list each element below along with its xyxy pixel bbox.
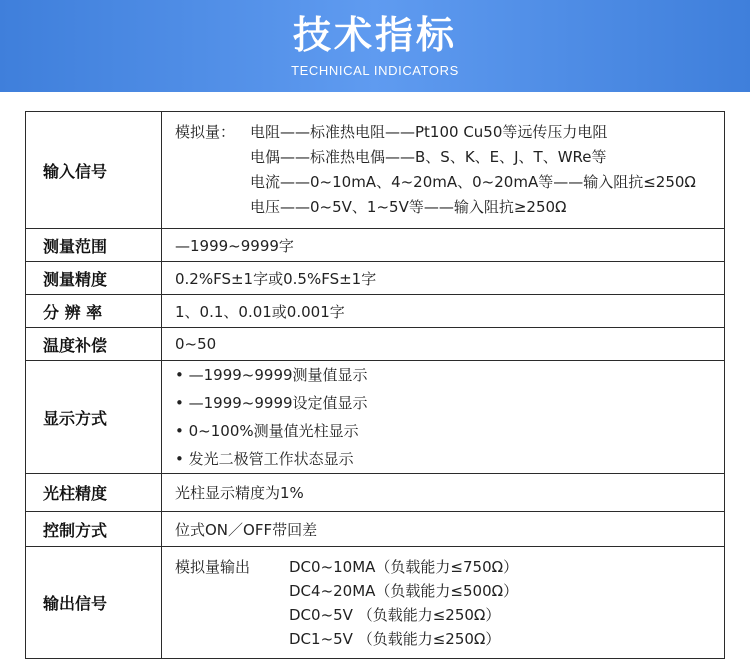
display-item: • 0~100%测量值光柱显示 — [175, 422, 359, 440]
output-line: DC0~5V （负载能力≤250Ω） — [289, 605, 501, 624]
row-label-temp: 温度补偿 — [26, 328, 162, 361]
row-value-accuracy: 0.2%FS±1字或0.5%FS±1字 — [162, 262, 725, 295]
row-value-temp: 0~50 — [162, 328, 725, 361]
row-label-resolution: 分 辨 率 — [26, 295, 162, 328]
row-label-display: 显示方式 — [26, 361, 162, 474]
row-value-output — [162, 547, 725, 659]
row-label-bar: 光柱精度 — [26, 474, 162, 512]
row-label-input: 输入信号 — [26, 112, 162, 229]
table-row — [26, 328, 725, 361]
row-value-range: —1999~9999字 — [162, 229, 725, 262]
page-subtitle: TECHNICAL INDICATORS — [291, 63, 459, 78]
row-label-output: 输出信号 — [26, 547, 162, 659]
table-row — [26, 295, 725, 328]
display-item: • —1999~9999测量值显示 — [175, 366, 368, 384]
row-value-control: 位式ON／OFF带回差 — [162, 512, 725, 547]
output-prefix: 模拟量输出 — [175, 557, 251, 576]
table-row — [26, 512, 725, 547]
row-label-accuracy: 测量精度 — [26, 262, 162, 295]
header-banner — [0, 0, 750, 92]
row-value-bar: 光柱显示精度为1% — [162, 474, 725, 512]
input-line: 电阻——标准热电阻——Pt100 Cu50等远传压力电阻 — [250, 123, 608, 141]
input-line: 电流——0~10mA、4~20mA、0~20mA等——输入阻抗≤250Ω — [250, 173, 696, 191]
input-line: 电偶——标准热电偶——B、S、K、E、J、T、WRe等 — [250, 148, 607, 166]
spec-table — [25, 111, 725, 659]
table-row — [26, 361, 725, 474]
input-line: 电压——0~5V、1~5V等——输入阻抗≥250Ω — [250, 198, 567, 216]
row-value-input — [162, 112, 725, 229]
row-label-range: 测量范围 — [26, 229, 162, 262]
output-line: DC0~10MA（负载能力≤750Ω） — [289, 557, 519, 576]
row-value-display — [162, 361, 725, 474]
table-row — [26, 474, 725, 512]
table-row — [26, 547, 725, 659]
output-line: DC1~5V （负载能力≤250Ω） — [289, 629, 501, 648]
row-label-control: 控制方式 — [26, 512, 162, 547]
display-item: • —1999~9999设定值显示 — [175, 394, 368, 412]
output-line: DC4~20MA（负载能力≤500Ω） — [289, 581, 519, 600]
input-prefix: 模拟量： — [175, 123, 236, 141]
page-title: 技术指标 — [292, 13, 457, 57]
row-value-resolution: 1、0.1、0.01或0.001字 — [162, 295, 725, 328]
table-row — [26, 229, 725, 262]
display-item: • 发光二极管工作状态显示 — [175, 450, 354, 468]
table-row — [26, 112, 725, 229]
table-row — [26, 262, 725, 295]
